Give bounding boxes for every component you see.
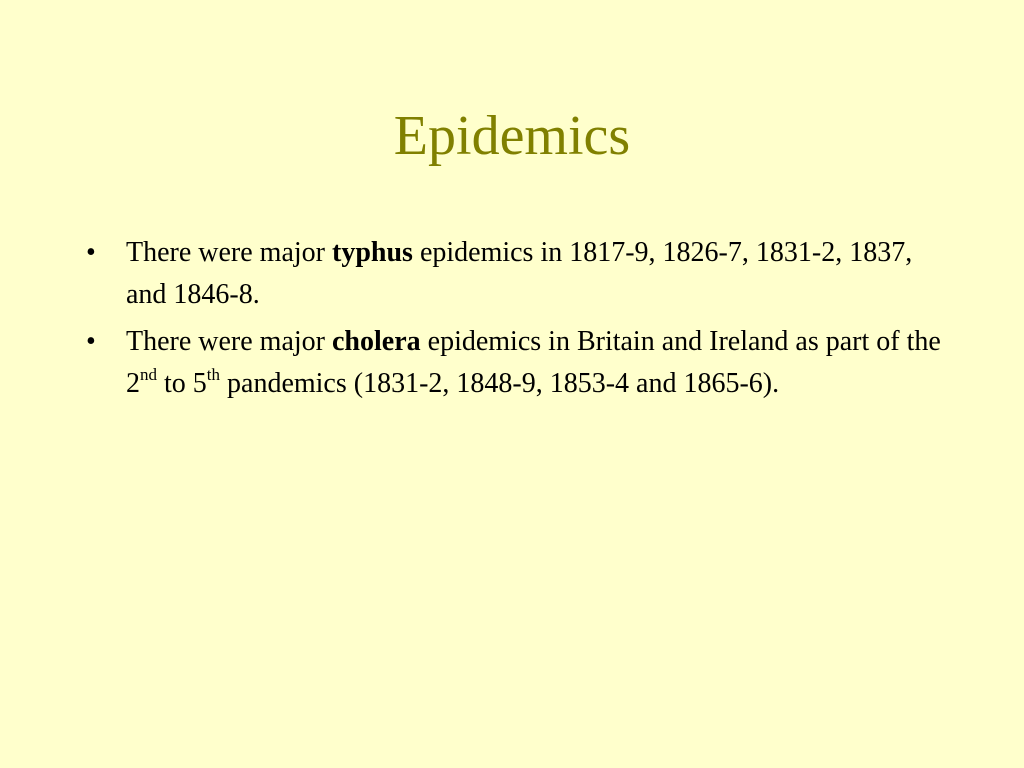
bullet-bold-term: cholera [332, 326, 421, 357]
bullet-icon: • [86, 326, 96, 357]
bullet-text-post: pandemics (1831-2, 1848-9, 1853-4 and 1865-6). [220, 368, 780, 399]
bullet-text-pre: There were major [126, 237, 332, 268]
bullet-item-cholera [86, 321, 946, 405]
bullet-bold-term: typhus [332, 237, 413, 268]
ordinal-suffix: th [206, 364, 221, 384]
bullet-text-mid: epidemics in Britain and Ireland as part of the 2 [126, 326, 941, 399]
bullet-text-mid: to 5 [157, 368, 207, 399]
slide-title: Epidemics [393, 105, 631, 167]
bullet-item-typhus [86, 232, 946, 316]
bullet-text-pre: There were major [126, 326, 332, 357]
bullet-text-post: epidemics in 1817-9, 1826-7, 1831-2, 1837, and 1846-8. [126, 237, 913, 310]
ordinal-suffix: nd [140, 364, 157, 384]
bullet-list [86, 232, 946, 410]
bullet-icon: • [86, 237, 96, 268]
